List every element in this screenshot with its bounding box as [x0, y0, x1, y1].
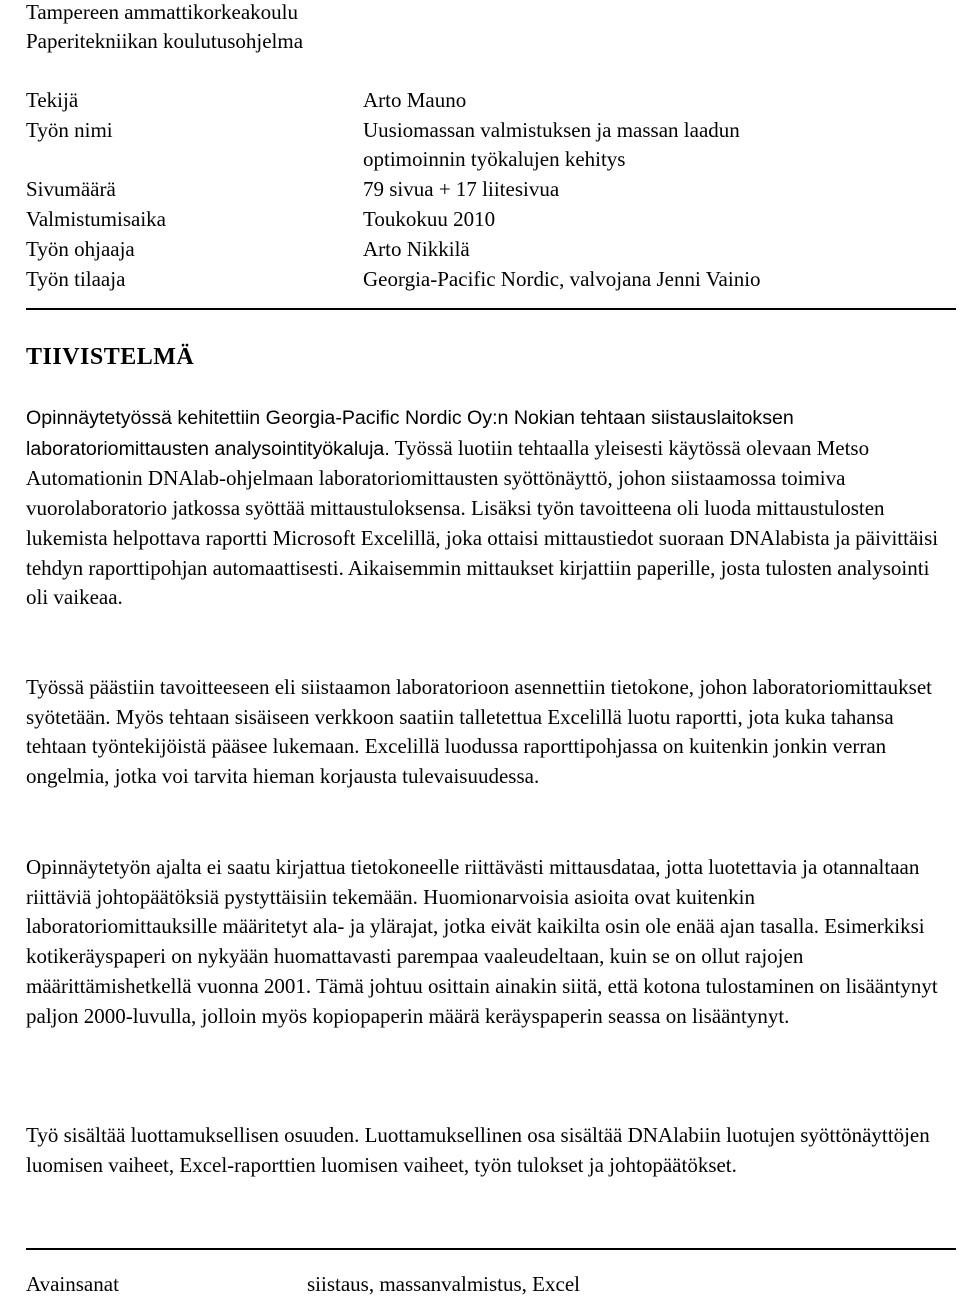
- abstract-paragraph-1: [26, 403, 946, 613]
- title-value-line1: Uusiomassan valmistuksen ja massan laadun: [363, 118, 740, 142]
- author-value: Arto Mauno: [363, 88, 467, 112]
- program-name: Paperitekniikan koulutusohjelma: [26, 29, 304, 53]
- author-label: Tekijä: [26, 88, 79, 112]
- title-value-line2: optimoinnin työkalujen kehitys: [363, 147, 626, 171]
- abstract-paragraph-1-sans: Opinnäytetyössä kehitettiin Georgia-Pacific Nordic Oy:n Nokian tehtaan siistauslaitoksen laboratoriomittausten analysointityökaluja.: [26, 407, 794, 460]
- pages-value: 79 sivua + 17 liitesivua: [363, 177, 560, 201]
- supervisor-value: Arto Nikkilä: [363, 237, 470, 261]
- supervisor-label: Työn ohjaaja: [26, 237, 135, 261]
- abstract-heading: TIIVISTELMÄ: [26, 344, 195, 370]
- abstract-paragraph-3: Opinnäytetyön ajalta ei saatu kirjattua tietokoneelle riittävästi mittausdataa, jotta luotettavia ja otannaltaan riittäviä johtopäätöksiä pystyttäisiin tekemään. Huomionarvoisia asioita ovat kuitenkin laboratoriomittauksille määritetyt ala- ja ylärajat, jotka eivät kaikilta osin ole enää ajan tasalla. Esimerkiksi kotikeräyspaperi on nykyään huomattavasti parempaa vaaleudeltaan, kuin se on ollut rajojen määrittämishetkellä vuonna 2001. Tämä johtuu osittain ainakin siitä, että kotona tulostaminen on lisääntynyt paljon 2000-luvulla, jolloin myös kopiopaperin määrä keräyspaperin seassa on lisääntynyt.: [26, 855, 938, 1028]
- completion-date-value: Toukokuu 2010: [363, 207, 496, 231]
- abstract-paragraph-4: Työ sisältää luottamuksellisen osuuden. Luottamuksellinen osa sisältää DNAlabiin luotujen syöttönäyttöjen luomisen vaiheet, Excel-raporttien luomisen vaiheet, työn tulokset ja johtopäätökset.: [26, 1123, 930, 1177]
- commissioner-value: Georgia-Pacific Nordic, valvojana Jenni Vainio: [363, 267, 761, 291]
- keywords-value: siistaus, massanvalmistus, Excel: [307, 1272, 580, 1296]
- commissioner-label: Työn tilaaja: [26, 267, 126, 291]
- top-divider: [26, 308, 956, 310]
- bottom-divider: [26, 1248, 956, 1250]
- keywords-label: Avainsanat: [26, 1272, 119, 1296]
- title-label: Työn nimi: [26, 118, 113, 142]
- completion-date-label: Valmistumisaika: [26, 207, 166, 231]
- abstract-paragraph-2: Työssä päästiin tavoitteeseen eli siistaamon laboratorioon asennettiin tietokone, johon laboratoriomittaukset syötetään. Myös tehtaan sisäiseen verkkoon saatiin talletettua Excelillä luotu raportti, jota kuka tahansa tehtaan työntekijöistä pääsee lukemaan. Excelillä luodussa raporttipohjassa on kuitenkin jonkin verran ongelmia, jotka voi tarvita hieman korjausta tulevaisuudessa.: [26, 675, 932, 789]
- abstract-paragraph-1-serif: Työssä luotiin tehtaalla yleisesti käytössä olevaan Metso Automationin DNAlab-ohjelmaan laboratoriomittausten syöttönäyttö, johon siistaamossa toimiva vuorolaboratorio jatkossa syöttää mittaustuloksensa. Lisäksi työn tavoitteena oli luoda mittaustulosten lukemista helpottava raportti Microsoft Excelillä, joka ottaisi mittaustiedot suoraan DNAlabista ja päivittäisi tehdyn raporttipohjan automaattisesti. Aikaisemmin mittaukset kirjattiin paperille, josta tulosten analysointi oli vaikeaa.: [26, 435, 939, 610]
- pages-label: Sivumäärä: [26, 177, 116, 201]
- institution-name: Tampereen ammattikorkeakoulu: [26, 0, 299, 24]
